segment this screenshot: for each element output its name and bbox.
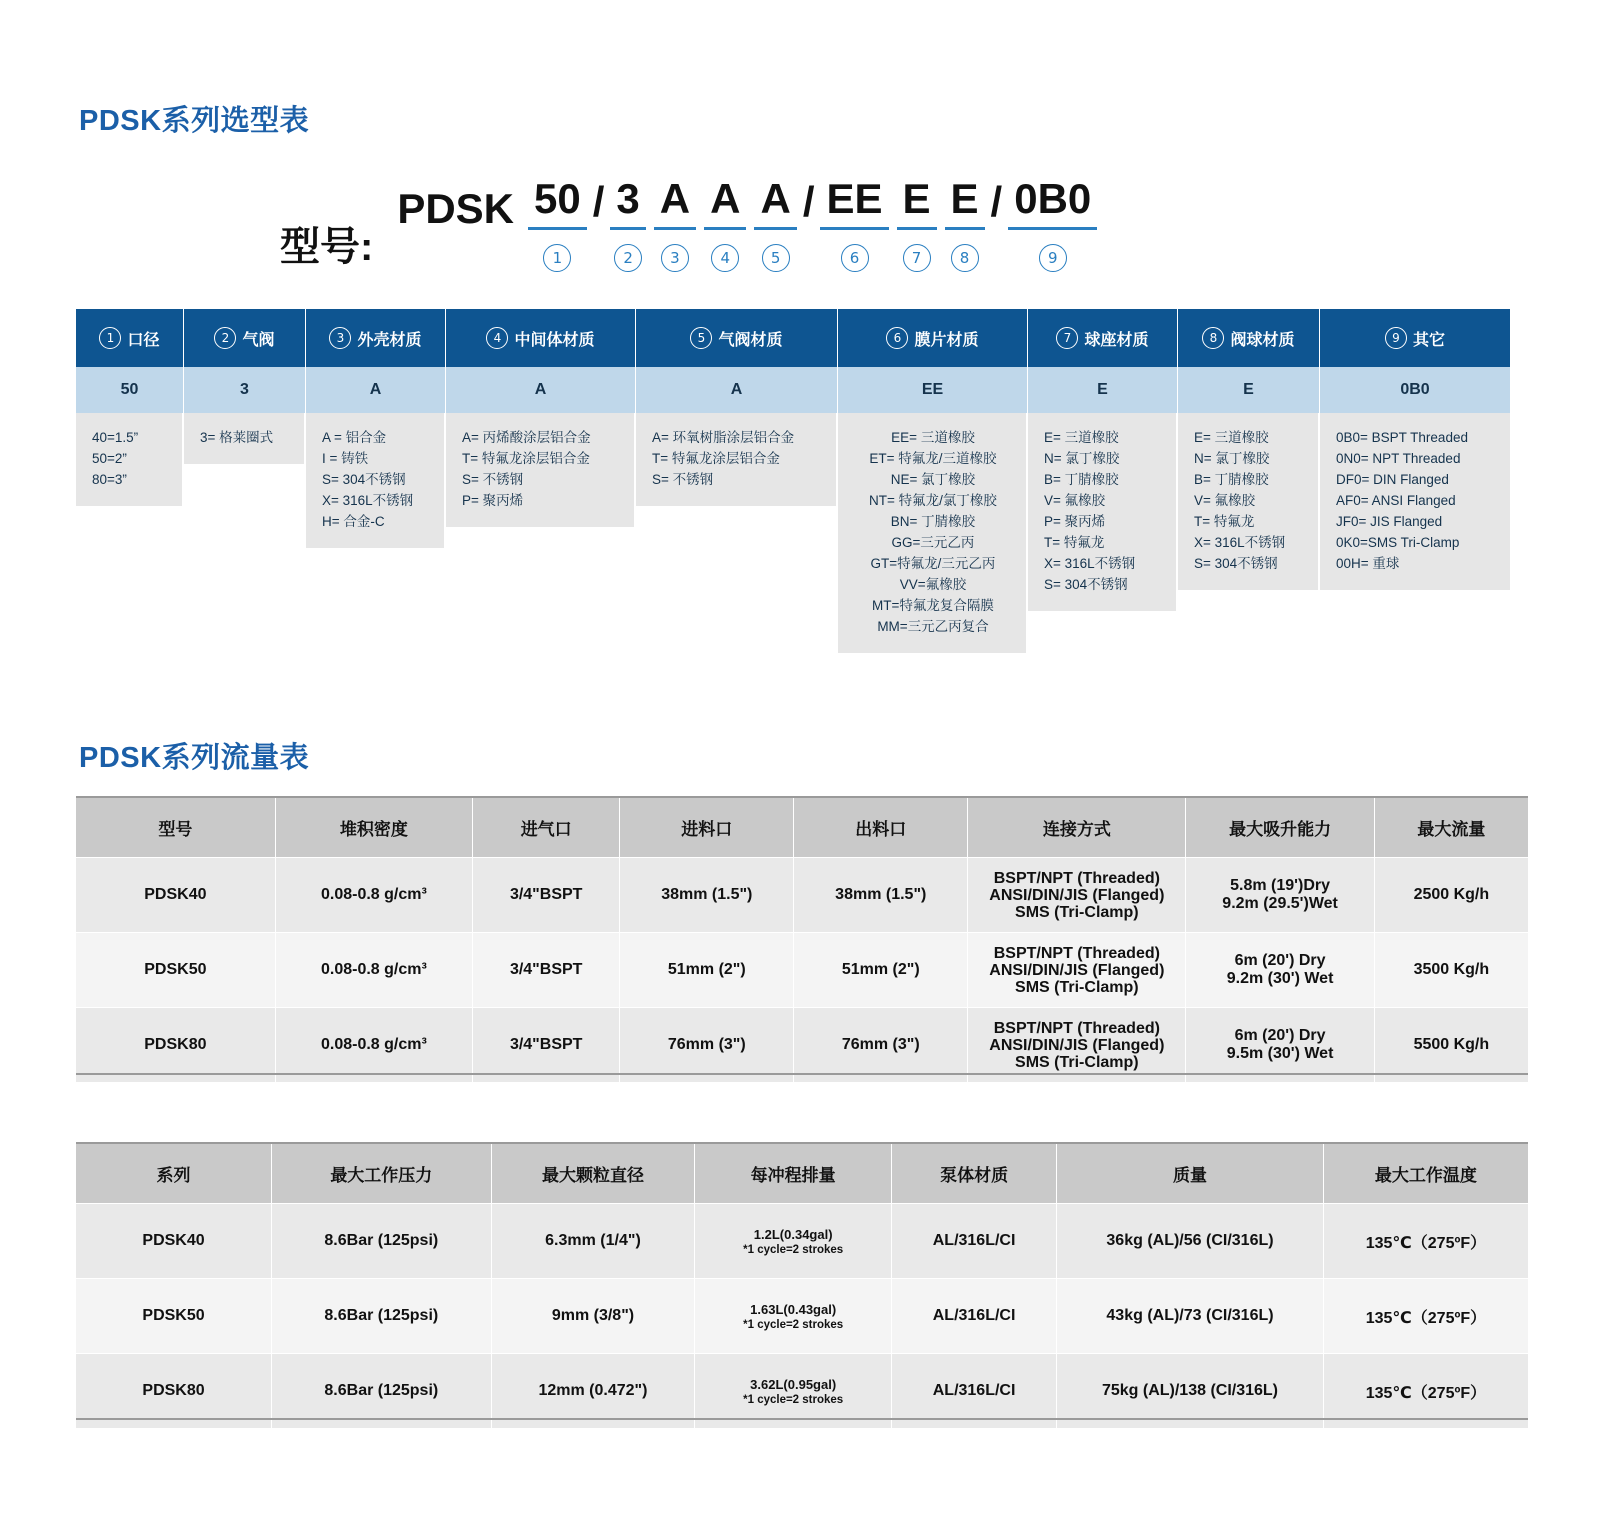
option-item: A = 铝合金 xyxy=(322,430,387,445)
column-selected-value: A xyxy=(636,367,838,413)
option-item: V= 氟橡胶 xyxy=(1194,493,1256,508)
option-item: N= 氯丁橡胶 xyxy=(1044,451,1120,466)
option-item: NT= 特氟龙/氯丁橡胶 xyxy=(869,493,997,508)
option-item: S= 304不锈钢 xyxy=(1044,577,1128,592)
option-item: S= 不锈钢 xyxy=(462,472,524,487)
callout-5: 5 xyxy=(762,244,790,272)
option-item: B= 丁腈橡胶 xyxy=(1194,472,1269,487)
underline xyxy=(754,227,796,230)
column-header-density: 堆积密度 xyxy=(275,798,472,858)
callout-number-icon: 6 xyxy=(886,327,908,349)
option-item: 0B0= BSPT Threaded xyxy=(1336,430,1468,445)
cell-displacement: 1.63L(0.43gal) *1 cycle=2 strokes xyxy=(695,1279,892,1354)
selection-column-8 xyxy=(1178,309,1320,653)
selection-column-5 xyxy=(636,309,838,653)
callout-number-icon: 5 xyxy=(690,327,712,349)
underline xyxy=(654,227,696,230)
underline xyxy=(528,227,587,230)
option-item: 3= 格莱圈式 xyxy=(200,430,274,445)
option-item: H= 合金-C xyxy=(322,514,385,529)
selection-column-4 xyxy=(446,309,636,653)
cell-series: PDSK40 xyxy=(76,1204,272,1279)
cell-density: 0.08-0.8 g/cm³ xyxy=(275,858,472,933)
column-header-max-particle: 最大颗粒直径 xyxy=(491,1144,695,1204)
table-bottom-rule xyxy=(76,1418,1528,1420)
column-header xyxy=(446,309,636,367)
callout-number-icon: 1 xyxy=(99,327,121,349)
column-header-displacement: 每冲程排量 xyxy=(695,1144,892,1204)
column-header xyxy=(76,309,184,367)
callout-number-icon: 4 xyxy=(486,327,508,349)
cell-max-flow: 3500 Kg/h xyxy=(1374,933,1528,1008)
column-header-label: 膜片材质 xyxy=(914,331,979,349)
cell-air-inlet: 3/4"BSPT xyxy=(473,1008,620,1083)
cell-density: 0.08-0.8 g/cm³ xyxy=(275,933,472,1008)
cell-connection: BSPT/NPT (Threaded) ANSI/DIN/JIS (Flanged) SMS (Tri-Clamp) xyxy=(968,858,1186,933)
model-part-1: 50 1 xyxy=(528,178,587,272)
table-row xyxy=(76,858,1528,933)
option-item: 0N0= NPT Threaded xyxy=(1336,451,1461,466)
option-item: GT=特氟龙/三元乙丙 xyxy=(870,556,996,571)
column-selected-value: A xyxy=(446,367,636,413)
column-header-label: 球座材质 xyxy=(1084,331,1149,349)
selection-column-1 xyxy=(76,309,184,653)
column-header-series: 系列 xyxy=(76,1144,272,1204)
table-row xyxy=(76,1008,1528,1083)
callout-4: 4 xyxy=(711,244,739,272)
model-part-8: E 8 xyxy=(945,178,985,272)
option-item: AF0= ANSI Flanged xyxy=(1336,493,1456,508)
cell-max-particle: 6.3mm (1/4") xyxy=(491,1204,695,1279)
column-header xyxy=(306,309,446,367)
separator-slash-1: / xyxy=(592,178,605,225)
option-item: E= 三道橡胶 xyxy=(1044,430,1119,445)
cell-discharge: 51mm (2") xyxy=(794,933,968,1008)
model-part-3: A 3 xyxy=(654,178,696,272)
cell-model: PDSK50 xyxy=(76,933,275,1008)
option-item: S= 304不锈钢 xyxy=(322,472,406,487)
column-header xyxy=(1028,309,1178,367)
cell-displacement: 1.2L(0.34gal) *1 cycle=2 strokes xyxy=(695,1204,892,1279)
option-item: JF0= JIS Flanged xyxy=(1336,514,1443,529)
cell-max-flow: 2500 Kg/h xyxy=(1374,858,1528,933)
option-item: A= 丙烯酸涂层铝合金 xyxy=(462,430,591,445)
underline xyxy=(945,227,985,230)
callout-7: 7 xyxy=(903,244,931,272)
cell-density: 0.08-0.8 g/cm³ xyxy=(275,1008,472,1083)
column-options xyxy=(1320,413,1510,590)
cell-weight: 36kg (AL)/56 (CI/316L) xyxy=(1057,1204,1324,1279)
cell-body-material: AL/316L/CI xyxy=(891,1354,1056,1429)
cell-series: PDSK50 xyxy=(76,1279,272,1354)
option-item: P= 聚丙烯 xyxy=(462,493,524,508)
callout-number-icon: 8 xyxy=(1202,327,1224,349)
cell-body-material: AL/316L/CI xyxy=(891,1204,1056,1279)
option-item: EE= 三道橡胶 xyxy=(891,430,975,445)
callout-number-icon: 3 xyxy=(329,327,351,349)
cell-feed-inlet: 51mm (2") xyxy=(620,933,794,1008)
model-part-2: 3 2 xyxy=(610,178,645,272)
column-selected-value: E xyxy=(1178,367,1320,413)
column-header-label: 气阀材质 xyxy=(718,331,783,349)
option-item: A= 环氧树脂涂层铝合金 xyxy=(652,430,795,445)
option-item: V= 氟橡胶 xyxy=(1044,493,1106,508)
column-header-feed-inlet: 进料口 xyxy=(620,798,794,858)
cell-displacement: 3.62L(0.95gal) *1 cycle=2 strokes xyxy=(695,1354,892,1429)
table-top-rule xyxy=(76,796,1528,798)
flow-table-1 xyxy=(76,798,1528,1083)
column-header xyxy=(1320,309,1510,367)
column-header-body-material: 泵体材质 xyxy=(891,1144,1056,1204)
column-selected-value: EE xyxy=(838,367,1028,413)
column-options xyxy=(76,413,184,506)
table-header-row xyxy=(76,1144,1528,1204)
callout-6: 6 xyxy=(841,244,869,272)
column-header-connection: 连接方式 xyxy=(968,798,1186,858)
column-header xyxy=(1178,309,1320,367)
option-item: 80=3” xyxy=(92,472,127,487)
cell-body-material: AL/316L/CI xyxy=(891,1279,1056,1354)
cell-max-pressure: 8.6Bar (125psi) xyxy=(272,1354,492,1429)
option-item: T= 特氟龙 xyxy=(1044,535,1105,550)
selection-column-3 xyxy=(306,309,446,653)
cell-air-inlet: 3/4"BSPT xyxy=(473,858,620,933)
separator-slash-2: / xyxy=(802,178,815,225)
column-options xyxy=(838,413,1028,653)
cell-max-pressure: 8.6Bar (125psi) xyxy=(272,1204,492,1279)
column-selected-value: A xyxy=(306,367,446,413)
cell-connection: BSPT/NPT (Threaded) ANSI/DIN/JIS (Flanged) SMS (Tri-Clamp) xyxy=(968,1008,1186,1083)
callout-8: 8 xyxy=(951,244,979,272)
column-header xyxy=(636,309,838,367)
callout-3: 3 xyxy=(661,244,689,272)
table-row xyxy=(76,933,1528,1008)
column-header-label: 气阀 xyxy=(242,331,275,349)
model-label: 型号: xyxy=(280,225,374,269)
column-options xyxy=(1178,413,1320,590)
callout-number-icon: 2 xyxy=(214,327,236,349)
column-header-model: 型号 xyxy=(76,798,275,858)
column-header-air-inlet: 进气口 xyxy=(473,798,620,858)
option-item: B= 丁腈橡胶 xyxy=(1044,472,1119,487)
option-item: NE= 氯丁橡胶 xyxy=(890,472,976,487)
table-row xyxy=(76,1204,1528,1279)
option-item: 00H= 重球 xyxy=(1336,556,1400,571)
table-row xyxy=(76,1279,1528,1354)
callout-2: 2 xyxy=(614,244,642,272)
model-prefix: PDSK xyxy=(397,185,515,232)
underline xyxy=(897,227,937,230)
callout-1: 1 xyxy=(543,244,571,272)
cell-series: PDSK80 xyxy=(76,1354,272,1429)
table-top-rule xyxy=(76,1142,1528,1144)
option-item: X= 316L不锈钢 xyxy=(1194,535,1286,550)
selection-table xyxy=(76,309,1510,653)
column-header-max-temp: 最大工作温度 xyxy=(1323,1144,1528,1204)
option-item: GG=三元乙丙 xyxy=(891,535,975,550)
cell-max-particle: 9mm (3/8") xyxy=(491,1279,695,1354)
cell-feed-inlet: 38mm (1.5") xyxy=(620,858,794,933)
column-options xyxy=(1028,413,1178,611)
column-header-label: 外壳材质 xyxy=(357,331,422,349)
cell-suction: 5.8m (19')Dry 9.2m (29.5')Wet xyxy=(1186,858,1374,933)
option-item: E= 三道橡胶 xyxy=(1194,430,1269,445)
cell-max-pressure: 8.6Bar (125psi) xyxy=(272,1279,492,1354)
column-header xyxy=(184,309,306,367)
cell-discharge: 38mm (1.5") xyxy=(794,858,968,933)
column-options xyxy=(184,413,306,464)
model-part-4: A 4 xyxy=(704,178,746,272)
column-options xyxy=(636,413,838,506)
column-selected-value: 3 xyxy=(184,367,306,413)
model-part-5: A 5 xyxy=(754,178,796,272)
option-item: MT=特氟龙复合隔膜 xyxy=(872,598,994,613)
cell-discharge: 76mm (3") xyxy=(794,1008,968,1083)
column-header-discharge: 出料口 xyxy=(794,798,968,858)
option-item: X= 316L不锈钢 xyxy=(322,493,414,508)
underline xyxy=(820,227,888,230)
table-header-row xyxy=(76,798,1528,858)
column-header-label: 其它 xyxy=(1412,331,1445,349)
cell-model: PDSK80 xyxy=(76,1008,275,1083)
option-item: T= 特氟龙涂层铝合金 xyxy=(462,451,590,466)
option-item: T= 特氟龙涂层铝合金 xyxy=(652,451,780,466)
table-bottom-rule xyxy=(76,1073,1528,1075)
selection-column-7 xyxy=(1028,309,1178,653)
callout-9: 9 xyxy=(1039,244,1067,272)
option-item: MM=三元乙丙复合 xyxy=(877,619,989,634)
column-header xyxy=(838,309,1028,367)
cell-suction: 6m (20') Dry 9.2m (30') Wet xyxy=(1186,933,1374,1008)
model-part-7: E 7 xyxy=(897,178,937,272)
column-header-max-pressure: 最大工作压力 xyxy=(272,1144,492,1204)
column-header-label: 中间体材质 xyxy=(514,331,595,349)
option-item: 40=1.5” xyxy=(92,430,139,445)
separator-slash-3: / xyxy=(990,178,1003,225)
option-item: 0K0=SMS Tri-Clamp xyxy=(1336,535,1460,550)
page-title-flow: PDSK系列流量表 xyxy=(79,742,310,774)
callout-number-icon: 7 xyxy=(1056,327,1078,349)
model-part-6: EE 6 xyxy=(820,178,888,272)
cell-weight: 75kg (AL)/138 (CI/316L) xyxy=(1057,1354,1324,1429)
model-part-9: 0B0 9 xyxy=(1008,178,1097,272)
column-header-suction: 最大吸升能力 xyxy=(1186,798,1374,858)
column-header-label: 阀球材质 xyxy=(1230,331,1295,349)
cell-max-flow: 5500 Kg/h xyxy=(1374,1008,1528,1083)
option-item: ET= 特氟龙/三道橡胶 xyxy=(869,451,997,466)
cell-feed-inlet: 76mm (3") xyxy=(620,1008,794,1083)
option-item: N= 氯丁橡胶 xyxy=(1194,451,1270,466)
cell-model: PDSK40 xyxy=(76,858,275,933)
column-selected-value: E xyxy=(1028,367,1178,413)
page-title-selection: PDSK系列选型表 xyxy=(79,105,310,137)
cell-max-temp: 135℃（275ºF） xyxy=(1323,1354,1528,1429)
callout-number-icon: 9 xyxy=(1385,327,1407,349)
flow-table-2 xyxy=(76,1144,1528,1429)
cell-connection: BSPT/NPT (Threaded) ANSI/DIN/JIS (Flanged) SMS (Tri-Clamp) xyxy=(968,933,1186,1008)
cell-max-temp: 135℃（275ºF） xyxy=(1323,1279,1528,1354)
option-item: I = 铸铁 xyxy=(322,451,369,466)
selection-column-6 xyxy=(838,309,1028,653)
option-item: 50=2” xyxy=(92,451,127,466)
option-item: S= 不锈钢 xyxy=(652,472,714,487)
cell-max-temp: 135℃（275ºF） xyxy=(1323,1204,1528,1279)
option-item: P= 聚丙烯 xyxy=(1044,514,1106,529)
option-item: DF0= DIN Flanged xyxy=(1336,472,1449,487)
selection-column-2 xyxy=(184,309,306,653)
option-item: T= 特氟龙 xyxy=(1194,514,1255,529)
column-selected-value: 50 xyxy=(76,367,184,413)
cell-max-particle: 12mm (0.472") xyxy=(491,1354,695,1429)
option-item: VV=氟橡胶 xyxy=(899,577,967,592)
underline xyxy=(610,227,645,230)
option-item: BN= 丁腈橡胶 xyxy=(890,514,976,529)
column-header-max-flow: 最大流量 xyxy=(1374,798,1528,858)
column-options xyxy=(446,413,636,527)
model-code-diagram xyxy=(280,175,1101,272)
column-header-label: 口径 xyxy=(127,331,160,349)
option-item: S= 304不锈钢 xyxy=(1194,556,1278,571)
selection-column-9 xyxy=(1320,309,1510,653)
cell-suction: 6m (20') Dry 9.5m (30') Wet xyxy=(1186,1008,1374,1083)
underline xyxy=(1008,227,1097,230)
column-options xyxy=(306,413,446,548)
cell-air-inlet: 3/4"BSPT xyxy=(473,933,620,1008)
cell-weight: 43kg (AL)/73 (CI/316L) xyxy=(1057,1279,1324,1354)
underline xyxy=(704,227,746,230)
column-header-weight: 质量 xyxy=(1057,1144,1324,1204)
column-selected-value: 0B0 xyxy=(1320,367,1510,413)
option-item: X= 316L不锈钢 xyxy=(1044,556,1136,571)
